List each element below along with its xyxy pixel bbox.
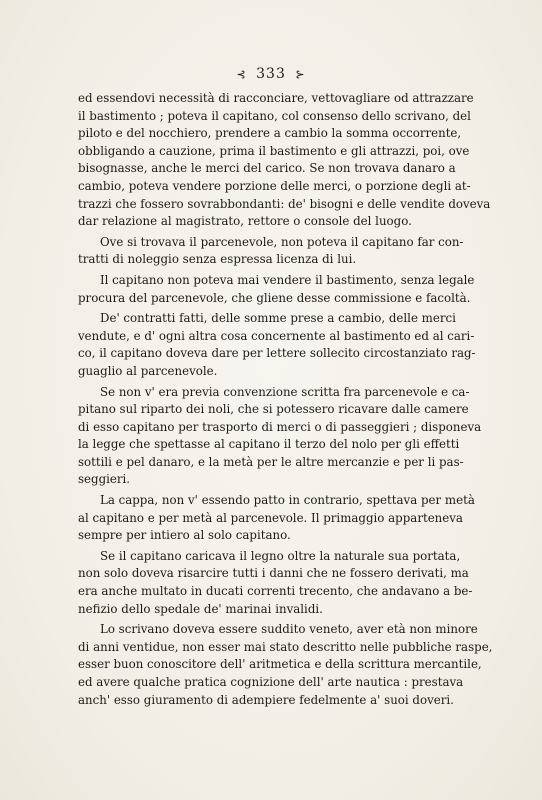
- text-line: anch' esso giuramento di adempiere fedelmente a' suoi doveri.: [78, 692, 454, 707]
- text-line: piloto e del nocchiero, prendere a cambio la somma occorrente,: [78, 126, 462, 141]
- text-line: di anni ventidue, non esser mai stato descritto nelle pubbliche raspe,: [78, 639, 493, 654]
- text-line: co, il capitano doveva dare per lettere sollecito circostanziato rag-: [78, 346, 476, 361]
- text-line: trazzi che fossero sovrabbondanti: de' bisogni e delle vendite doveva: [78, 196, 491, 211]
- text-line: seggieri.: [78, 472, 131, 487]
- text-line: non solo doveva risarcire tutti i danni che ne fossero derivati, ma: [78, 566, 469, 581]
- ornament-right-icon: ⊱: [295, 68, 306, 81]
- paragraph: [78, 310, 474, 380]
- text-line: Il capitano non poteva mai vendere il bastimento, senza legale: [100, 272, 475, 287]
- text-line: Lo scrivano doveva essere suddito veneto, aver età non minore: [100, 622, 478, 637]
- text-line: Ove si trovava il parcenevole, non poteva il capitano far con-: [100, 234, 464, 249]
- text-line: obbligando a cauzione, prima il bastimento e gli attrazzi, poi, ove: [78, 143, 470, 158]
- paragraph: [78, 234, 474, 269]
- text-line: il bastimento ; poteva il capitano, col consenso dello scrivano, del: [78, 108, 471, 123]
- paragraph: [78, 384, 482, 490]
- paragraph: [78, 90, 491, 231]
- paragraph: [78, 272, 474, 307]
- text-line: la legge che spettasse al capitano il terzo del nolo per gli effetti: [78, 437, 460, 452]
- text-line: sottili e pel danaro, e la metà per le altre mercanzie e per li pas-: [78, 454, 464, 469]
- text-line: al capitano e per metà al parcenevole. Il primaggio apparteneva: [78, 510, 463, 525]
- text-line: esser buon conoscitore dell' aritmetica e della scrittura mercantile,: [78, 657, 482, 672]
- text-line: De' contratti fatti, delle somme prese a cambio, delle merci: [100, 311, 456, 326]
- text-line: bisognasse, anche le merci del carico. Se non trovava danaro a: [78, 161, 456, 176]
- text-line: era anche multato in ducati correnti trecento, che andavano a be-: [78, 584, 473, 599]
- text-line: guaglio al parcenevole.: [78, 363, 218, 378]
- body-text: [78, 90, 493, 712]
- text-line: procura del parcenevole, che gliene desse commissione e facoltà.: [78, 290, 471, 305]
- paragraph: [78, 621, 493, 709]
- page-number: 333: [256, 66, 286, 82]
- text-line: vendute, e d' ogni altra cosa concernente al bastimento ed al cari-: [78, 328, 475, 343]
- paragraph: [78, 492, 474, 545]
- page-header: [0, 66, 542, 82]
- text-line: Se non v' era previa convenzione scritta fra parcenevole e ca-: [100, 384, 470, 399]
- text-line: La cappa, non v' essendo patto in contrario, spettava per metà: [100, 493, 475, 508]
- paragraph: [78, 548, 474, 618]
- text-line: ed avere qualche pratica cognizione dell' arte nautica : prestava: [78, 675, 464, 689]
- ornament-left-icon: ⊰: [236, 68, 247, 81]
- text-line: dar relazione al magistrato, rettore o console del luogo.: [78, 214, 412, 229]
- text-line: nefizio dello spedale de' marinai invalidi.: [78, 601, 323, 616]
- text-line: cambio, poteva vendere porzione delle merci, o porzione degli at-: [78, 178, 471, 193]
- text-line: pitano sul riparto dei noli, che si potessero ricavare dalle camere: [78, 402, 469, 417]
- text-line: di esso capitano per trasporto di merci o di passeggieri ; disponeva: [78, 419, 482, 434]
- text-line: tratti di noleggio senza espressa licenza di lui.: [78, 252, 357, 267]
- text-line: ed essendovi necessità di racconciare, vettovagliare od attrazzare: [78, 91, 474, 105]
- text-line: Se il capitano caricava il legno oltre la naturale sua portata,: [100, 548, 461, 563]
- text-line: sempre per intiero al solo capitano.: [78, 528, 291, 543]
